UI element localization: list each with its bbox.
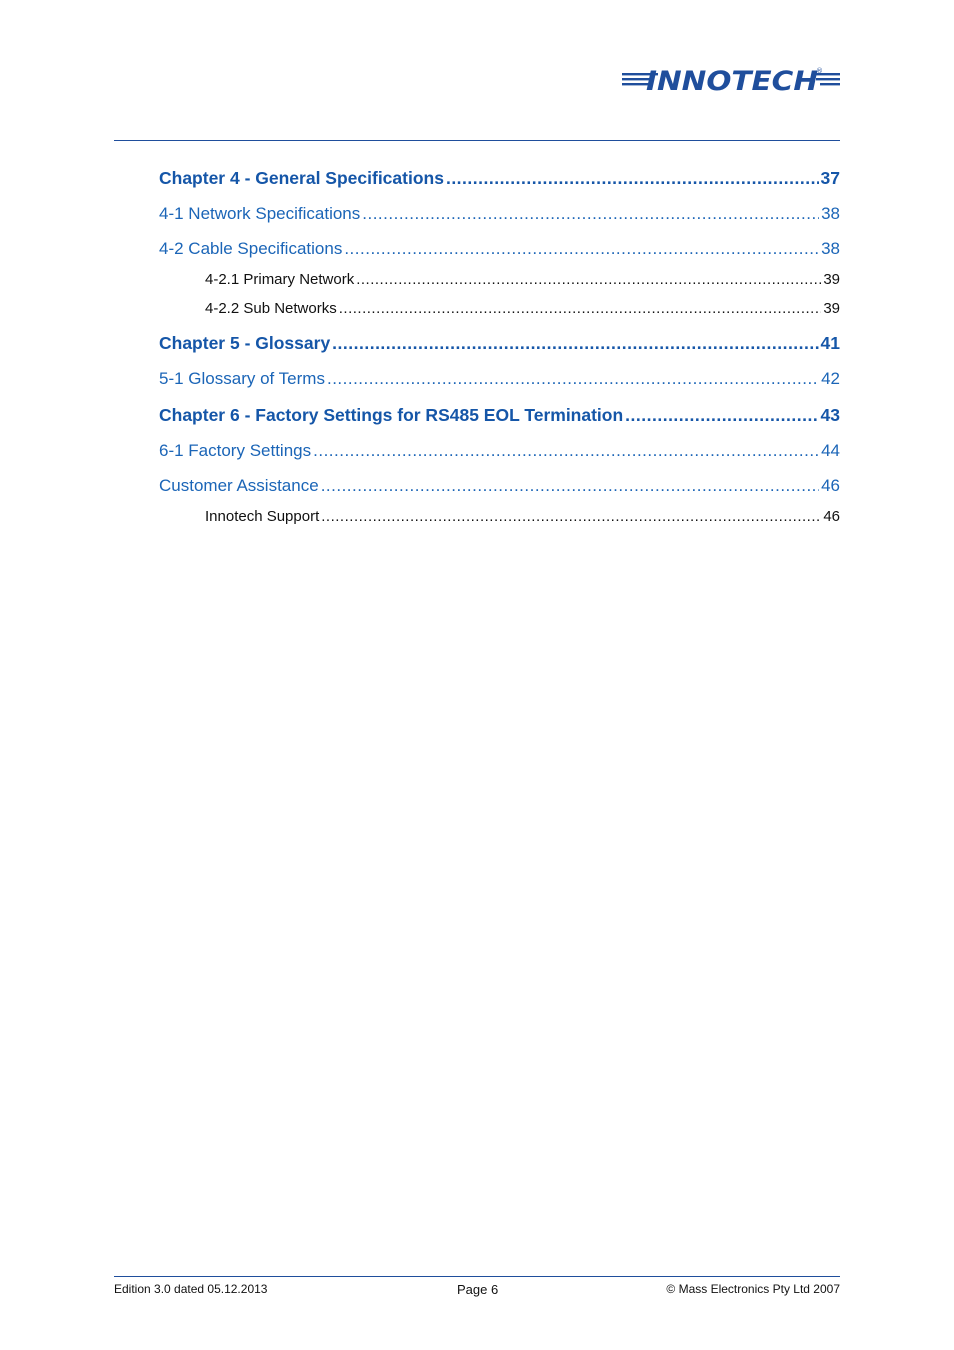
toc-entry-4-2[interactable]: 4-2 Cable Specifications ..... 38: [159, 224, 840, 259]
logo-wordmark: INNOTECH: [646, 66, 819, 96]
footer-rule: [114, 1276, 840, 1277]
footer-copyright: © Mass Electronics Pty Ltd 2007: [666, 1282, 840, 1296]
table-of-contents: [159, 152, 840, 525]
toc-entry-4-1[interactable]: 4-1 Network Specifications ..... 38: [159, 189, 840, 224]
toc-entry-innotech-support[interactable]: Innotech Support ..... 46: [159, 496, 840, 525]
toc-entry-6-1[interactable]: 6-1 Factory Settings ..... 44: [159, 426, 840, 461]
innotech-logo: [622, 62, 842, 96]
footer-page-number: Page 6: [457, 1282, 499, 1297]
toc-entry-chapter-6[interactable]: Chapter 6 - Factory Settings for RS485 EOL Termination ..... 43: [159, 389, 840, 426]
toc-entry-4-2-1[interactable]: 4-2.1 Primary Network ..... 39: [159, 259, 840, 288]
toc-entry-customer-assistance[interactable]: Customer Assistance ..... 46: [159, 461, 840, 496]
header-rule: [114, 140, 840, 141]
toc-entry-5-1[interactable]: 5-1 Glossary of Terms ..... 42: [159, 354, 840, 389]
logo-registered-mark: ®: [816, 67, 823, 75]
toc-entry-chapter-5[interactable]: Chapter 5 - Glossary ..... 41: [159, 317, 840, 354]
footer-edition: Edition 3.0 dated 05.12.2013: [114, 1282, 268, 1296]
toc-entry-chapter-4[interactable]: Chapter 4 - General Specifications ..... 37: [159, 152, 840, 189]
toc-entry-4-2-2[interactable]: 4-2.2 Sub Networks ..... 39: [159, 288, 840, 317]
